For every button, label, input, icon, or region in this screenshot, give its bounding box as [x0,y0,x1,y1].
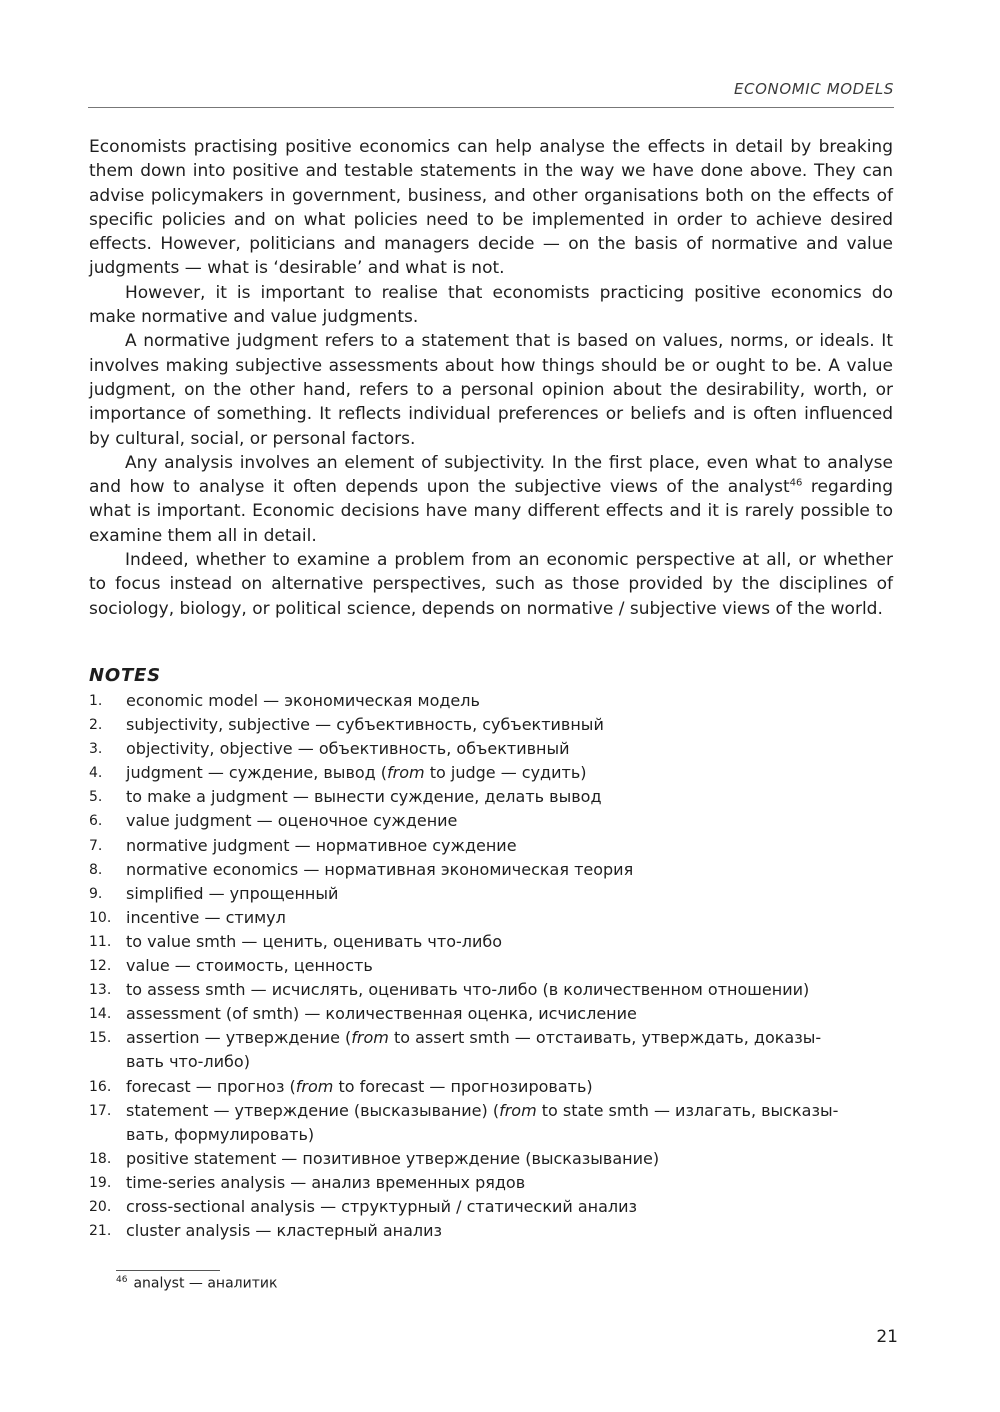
note-term: incentive — стимул [126,907,286,927]
note-item [89,978,899,1002]
note-term: simplified — упрощенный [126,883,339,903]
note-item [89,1171,899,1195]
note-number: 17. [89,1102,112,1119]
paragraph: Indeed, whether to examine a problem from an economic perspective at all, or whether to focus instead on alternative perspectives, such as those provided by the disciplines of sociology, biology, or political science, depends on normative / subjective views of the world. [89,550,893,619]
note-term: value — стоимость, ценность [126,956,373,976]
notes-section [89,665,899,1243]
note-rest: to assert smth — отстаивать, утверждать, доказы- [388,1028,822,1048]
note-item [89,785,899,809]
note-term: forecast — прогноз ( [126,1076,296,1096]
note-term: to value smth — ценить, оценивать что-либо [126,931,503,951]
notes-title: NOTES [89,665,161,686]
note-term: to assess smth — исчислять, оценивать что-либо (в количественном отношении) [126,980,810,1000]
note-number: 15. [89,1030,112,1047]
note-item [89,1075,899,1099]
note-item [89,1002,899,1026]
note-term: positive statement — позитивное утверждение (высказывание) [126,1148,660,1168]
paragraph: Economists practising positive economics can help analyse the effects in detail by breaking them down into positive and testable statements in the way we have done above. They can advise policymakers in government, business, and other organisations both on the effects of specific policies and on what policies need to be implemented in order to achieve desired effects. However, politicians and managers decide — on the basis of normative and value judgments — what is ‘desirable’ and what is not. [89,137,893,279]
note-term: cluster analysis — кластерный анализ [126,1221,443,1241]
note-item [89,1219,899,1243]
footnote-reference[interactable]: 46 [789,477,803,489]
note-term: time-series analysis — анализ временных рядов [126,1172,526,1192]
note-number: 6. [89,813,103,830]
note-number: 9. [89,885,103,902]
note-term: assessment (of smth) — количественная оценка, исчисление [126,1004,637,1024]
note-from: from [499,1100,537,1120]
note-item [89,858,899,882]
running-head: ECONOMIC MODELS [733,80,894,98]
note-number: 13. [89,982,112,999]
note-term: assertion — утверждение ( [126,1028,352,1048]
note-number: 16. [89,1078,112,1095]
note-rest: to state smth — излагать, высказы- [536,1100,839,1120]
footnote-rule [116,1270,220,1271]
note-rest: to judge — судить) [424,763,587,783]
note-number: 8. [89,861,103,878]
note-number: 14. [89,1006,112,1023]
note-item [89,954,899,978]
note-item [89,1195,899,1219]
paragraph: However, it is important to realise that economists practicing positive economics do make normative and value judgments. [89,282,893,328]
note-number: 7. [89,837,103,854]
body-text [89,135,893,621]
note-number: 10. [89,909,112,926]
note-from: from [387,763,425,783]
note-item [89,906,899,930]
note-number: 19. [89,1174,112,1191]
page-number: 21 [876,1327,898,1347]
paragraph-text: Any analysis involves an element of subjectivity. In the first place, even what to analyse and how to analyse it often depends upon the subjective views of the analyst [89,452,893,498]
note-item [89,882,899,906]
note-from: from [351,1028,389,1048]
note-number: 20. [89,1198,112,1215]
note-item [89,1026,899,1074]
paragraph: A normative judgment refers to a statement that is based on values, norms, or ideals. It involves making subjective assessments about how things should be or ought to be. A value judgment, on the other hand, refers to a personal opinion about the desirability, worth, or importance of something. It reflects individual preferences or beliefs and is often influenced by cultural, social, or personal factors. [89,331,893,449]
note-item [89,713,899,737]
note-continuation: вать, формулировать) [126,1124,315,1144]
note-term: statement — утверждение (высказывание) ( [126,1100,500,1120]
note-item [89,689,899,713]
note-number: 21. [89,1223,112,1240]
note-item [89,761,899,785]
note-number: 3. [89,741,103,758]
header-rule [88,107,894,108]
note-term: judgment — суждение, вывод ( [126,763,388,783]
note-item [89,809,899,833]
note-number: 1. [89,693,103,709]
note-number: 18. [89,1150,112,1167]
note-item [89,1147,899,1171]
note-term: objectivity, objective — объективность, объективный [126,739,570,759]
note-term: cross-sectional analysis — структурный / статический анализ [126,1196,638,1216]
note-number: 11. [89,933,112,950]
note-term: value judgment — оценочное суждение [126,811,458,831]
paragraph [89,451,893,548]
notes-list [89,689,899,1243]
note-item [89,737,899,761]
note-rest: to forecast — прогнозировать) [333,1076,593,1096]
footnote-text: analyst — аналитик [133,1275,278,1292]
note-item [89,930,899,954]
note-item [89,1099,899,1147]
note-number: 5. [89,789,103,806]
note-term: economic model — экономическая модель [126,691,480,710]
note-number: 12. [89,958,112,975]
note-from: from [295,1076,334,1096]
footnote-mark: 46 [116,1275,128,1285]
note-term: normative judgment — нормативное суждение [126,835,517,855]
footnote [116,1275,277,1292]
note-term: to make a judgment — вынести суждение, делать вывод [126,787,602,807]
note-item [89,834,899,858]
note-number: 4. [89,765,103,782]
note-number: 2. [89,717,103,734]
note-continuation: вать что-либо) [126,1052,250,1072]
paragraph-text: regarding what is important. Economic decisions have many different effects and it is rarely possible to examine them all in detail. [89,477,893,546]
note-term: subjectivity, subjective — субъективность, субъективный [126,715,604,735]
note-term: normative economics — нормативная экономическая теория [126,859,634,879]
